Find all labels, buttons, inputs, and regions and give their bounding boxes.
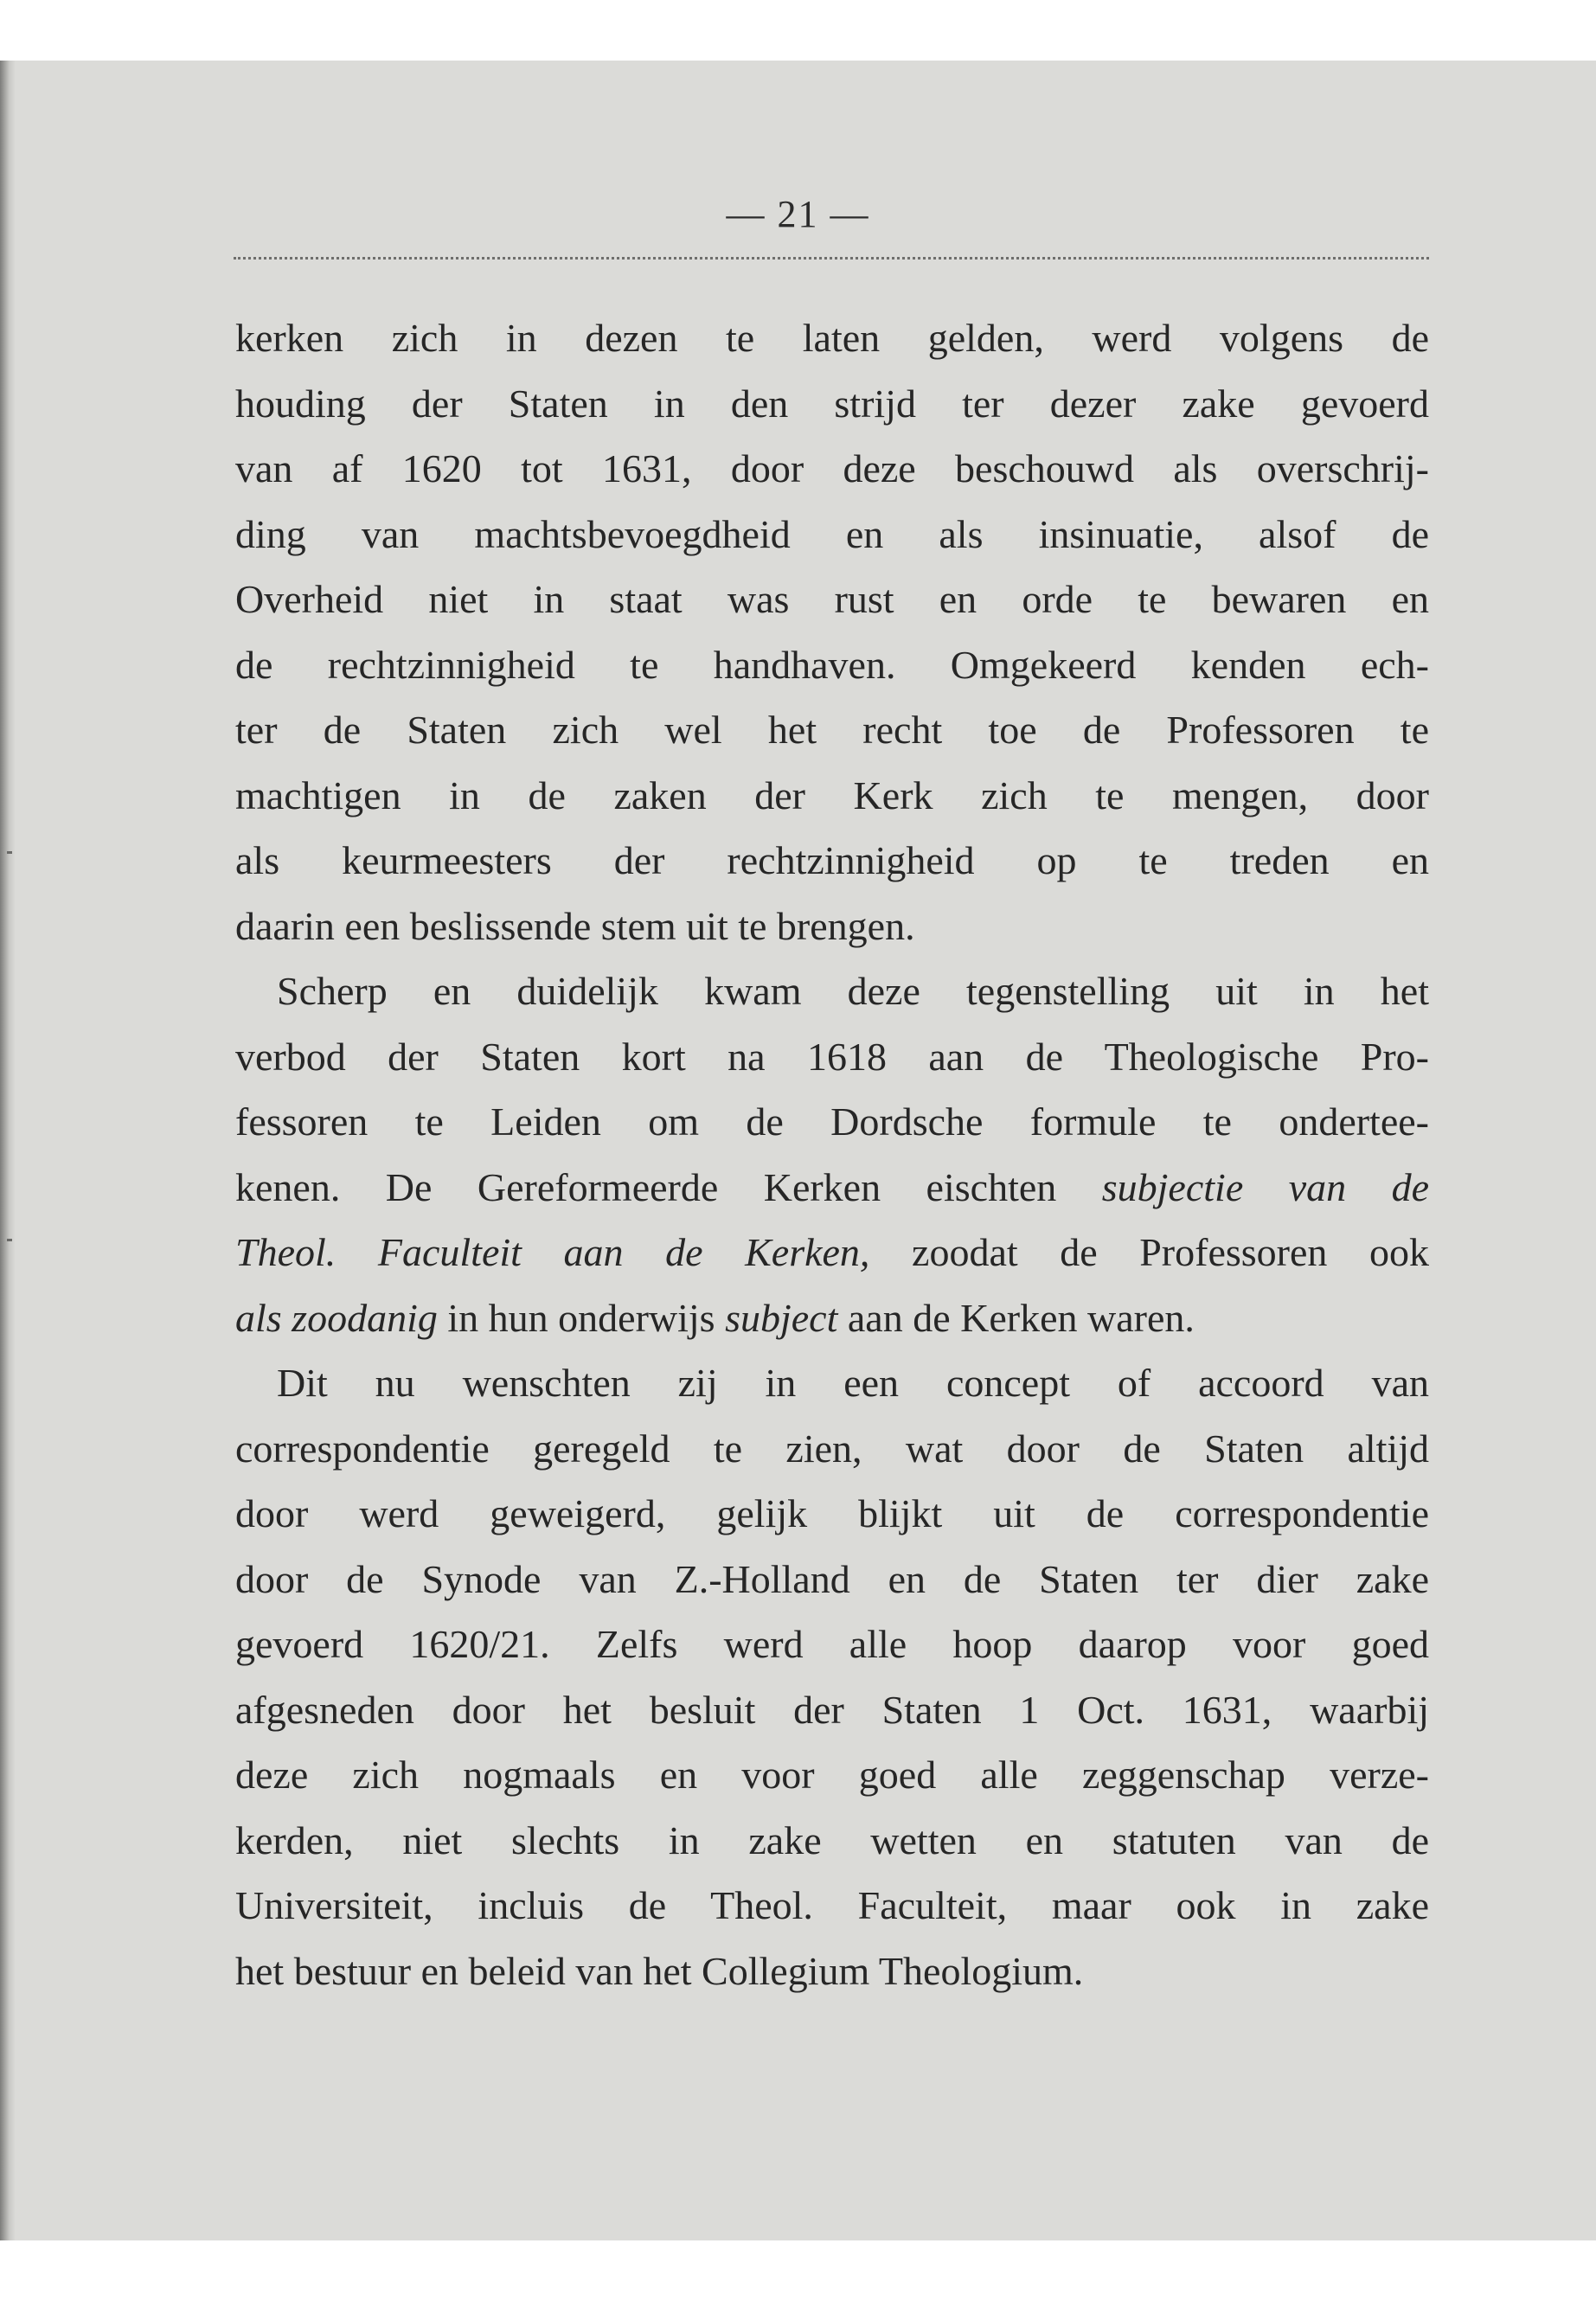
text-line: Universiteit, incluis de Theol. Faculteit, maar ook in zake [235,1883,1429,1927]
italic-text: Theol. Faculteit aan de Kerken, [235,1230,870,1274]
text-line: Overheid niet in staat was rust en orde te bewaren en [235,577,1429,621]
page-number: — 21 — [726,193,870,235]
text-line: correspondentie geregeld te zien, wat door de Staten altijd [235,1426,1429,1471]
italic-text: subject [725,1295,838,1340]
italic-text: als zoodanig [235,1295,438,1340]
text-line: kerden, niet slechts in zake wetten en statuten van de [235,1817,1429,1862]
body-text [235,305,1429,2003]
text-line: houding der Staten in den strijd ter dezer zake gevoerd [235,381,1429,426]
text-line: de rechtzinnigheid te handhaven. Omgekeerd kenden ech- [235,642,1429,687]
binding-shadow [0,61,16,2240]
text-line: als keurmeesters der rechtzinnigheid op te treden en [235,838,1429,882]
text-line: afgesneden door het besluit der Staten 1 Oct. 1631, waarbij [235,1687,1429,1732]
text-line: machtigen in de zaken der Kerk zich te mengen, door [235,772,1429,817]
header-rule [234,257,1429,260]
margin-mark [7,1239,12,1241]
text-line: Scherp en duidelijk kwam deze tegenstelling uit in het [277,969,1429,1013]
text-line: kerken zich in dezen te laten gelden, werd volgens de [235,316,1429,360]
text-line: als zoodanig in hun onderwijs subject aan de Kerken waren. [235,1295,1195,1340]
text-line: ter de Staten zich wel het recht toe de Professoren te [235,708,1429,752]
text-line: daarin een beslissende stem uit te brengen. [235,903,915,948]
text-line: Dit nu wenschten zij in een concept of accoord van [277,1361,1429,1405]
text-line: van af 1620 tot 1631, door deze beschouwd als overschrij- [235,446,1429,490]
text-line: fessoren te Leiden om de Dordsche formule te onderteе- [235,1099,1429,1144]
text-line: Theol. Faculteit aan de Kerken, zoodat de Professoren ook [235,1230,1429,1274]
margin-mark [7,851,12,854]
text-line: verbod der Staten kort na 1618 aan de Theologische Pro- [235,1034,1429,1079]
italic-text: subjectie van de [1101,1164,1430,1209]
text-line: ding van machtsbevoegdheid en als insinuatie, alsof de [235,511,1429,556]
text-line: gevoerd 1620/21. Zelfs werd alle hoop daarop voor goed [235,1622,1429,1666]
text-line: het bestuur en beleid van het Collegium Theologium. [235,1948,1084,1993]
text-line: door de Synode van Z.-Holland en de Staten ter dier zake [235,1556,1429,1601]
text-line: deze zich nogmaals en voor goed alle zeggenschap verze- [235,1753,1429,1797]
text-line: kenen. De Gereformeerde Kerken eischten subjectie van de [235,1164,1430,1209]
text-line: door werd geweigerd, gelijk blijkt uit de correspondentie [235,1491,1429,1535]
